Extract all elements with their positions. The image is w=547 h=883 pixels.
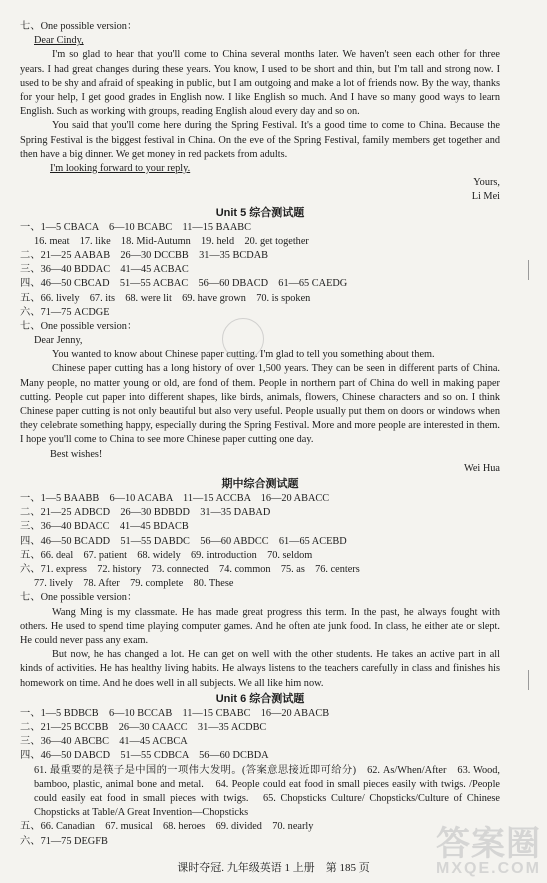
unit6-paragraph-61: 61. 最重要的是筷子是中国的一项伟大发明。(答案意思接近即可给分) 62. As/When/After 63. Wood, bamboo, plastic, animal bone and metal. 64. People could eat food in small pieces easily with twigs. /People could easily eat food in small pieces with twigs. 65. Chopsticks Culture/ Chopsticks/Culture of Chinese Chopsticks at Table/A Great Invention—Chopsticks xyxy=(34,764,500,819)
watermark-title: 答案圈 xyxy=(436,825,541,863)
midterm-line: 六、71. express 72. history 73. connected 74. common 75. as 76. centers xyxy=(20,563,360,575)
letter1-sign-name: Li Mei xyxy=(471,191,500,203)
letter1-paragraph-2: You said that you'll come here during the Spring Festival. It's a good time to come to China. Because the Spring Festival is the biggest festival in China. On the eve of the Spring Festival, family members get together and then have a big dinner. We get money in red packets from adults. xyxy=(20,120,500,160)
unit6-line: 二、21—25 BCCBB 26—30 CAACC 31—35 ACDBC xyxy=(20,721,267,733)
midterm-line: 77. lively 78. After 79. complete 80. These xyxy=(34,578,234,590)
midterm-line: 二、21—25 ADBCD 26—30 BDBDD 31—35 DABAD xyxy=(20,507,271,519)
unit6-line: 三、36—40 ABCBC 41—45 ACBCA xyxy=(20,736,188,748)
unit5-line: 一、1—5 CBACA 6—10 BCABC 11—15 BAABC xyxy=(20,221,252,233)
unit5-line: 四、46—50 CBCAD 51—55 ACBAC 56—60 DBACD 61—65 CAEDG xyxy=(20,278,348,290)
midterm-line: 七、One possible version： xyxy=(20,592,138,604)
midterm-line: 三、36—40 BDACC 41—45 BDACB xyxy=(20,521,189,533)
midterm-line: 四、46—50 BCADD 51—55 DABDC 56—60 ABDCC 61—65 ACEBD xyxy=(20,535,347,547)
unit5-greeting: Dear Jenny, xyxy=(34,335,83,347)
margin-mark xyxy=(528,260,529,280)
unit5-line: 七、One possible version： xyxy=(20,320,138,332)
unit6-line: 一、1—5 BDBCB 6—10 BCCAB 11—15 CBABC 16—20 ABACB xyxy=(20,707,330,719)
unit5-line: 三、36—40 BDDAC 41—45 ACBAC xyxy=(20,264,189,276)
unit5-paragraph-1: You wanted to know about Chinese paper cutting. I'm glad to tell you something about them. xyxy=(52,349,435,361)
page-footer: 课时夺冠. 九年级英语 1 上册 第 185 页 xyxy=(177,862,370,874)
answer-content xyxy=(20,20,500,849)
unit5-line: 16. meat 17. like 18. Mid-Autumn 19. held 20. get together xyxy=(34,235,309,247)
watermark-url: MXQE.COM xyxy=(436,860,541,877)
unit6-line: 四、46—50 DABCD 51—55 CDBCA 56—60 DCBDA xyxy=(20,750,269,762)
unit6-title: Unit 6 综合测试题 xyxy=(215,692,305,705)
letter1-closing: I'm looking forward to your reply. xyxy=(50,163,191,174)
letter1-sign-yours: Yours, xyxy=(473,177,500,189)
unit5-line: 五、66. lively 67. its 68. were lit 69. have grown 70. is spoken xyxy=(20,292,311,304)
unit5-paragraph-2: Chinese paper cutting has a long history of over 1,500 years. They can be seen in different parts of China. Many people, no matter young or old, are fond of them. People in northern part of China do well in making paper cutting. People cut paper into different shapes, like birds, animals, flowers, Chinese characters and so on. I think Chinese paper cutting is not only beautiful but also very useful. People usually put them on doors or windows when they celebrate something happy, especially during the Spring Festival. More and more people are interested in them. I hope you'll come to China to see more Chinese paper cutting one day. xyxy=(20,363,500,446)
letter1-label: 七、One possible version： xyxy=(20,21,138,32)
midterm-paragraph-2: But now, he has changed a lot. He can get on well with the other students. He takes an active part in all kinds of activities. He has healthy living habits. He always listens to the teachers carefully in class and finishes his homework on time. And he does well in all subjects. We all like him now. xyxy=(20,649,500,689)
midterm-paragraph-1: Wang Ming is my classmate. He has made great progress this term. In the past, he always fought with others. He used to spend time playing computer games. And he often ate junk food. In class, he either ate or slept. He could never pass any exam. xyxy=(20,606,500,646)
unit5-wishes: Best wishes! xyxy=(50,448,103,460)
unit5-title: Unit 5 综合测试题 xyxy=(215,206,305,219)
midterm-line: 一、1—5 BAABB 6—10 ACABA 11—15 ACCBA 16—20 ABACC xyxy=(20,493,330,505)
seal-stamp xyxy=(222,318,264,360)
margin-mark xyxy=(528,670,529,690)
letter1-paragraph-1: I'm so glad to hear that you'll come to China several months later. We haven't seen each other for three years. I had great changes during these years. You know, I used to be short and thin, but I'm tall and strong now. I used to be shy and afraid of speaking in public, but I am outgoing and make a lot of friends now. By the way, thanks for your help, I get good grades in English now. I like English so much. And I have so many good ways to learn English. Such as working with groups, reading English aloud every day and so on. xyxy=(20,49,500,118)
midterm-line: 五、66. deal 67. patient 68. widely 69. introduction 70. seldom xyxy=(20,549,313,561)
unit5-sign: Wei Hua xyxy=(463,462,500,474)
midterm-title: 期中综合测试题 xyxy=(221,478,299,491)
watermark-logo xyxy=(436,827,541,877)
unit5-line: 二、21—25 AABAB 26—30 DCCBB 31—35 BCDAB xyxy=(20,249,269,261)
unit6-line: 六、71—75 DEGFB xyxy=(20,835,108,847)
unit6-line: 五、66. Canadian 67. musical 68. heroes 69. divided 70. nearly xyxy=(20,821,314,833)
unit5-line: 六、71—75 ACDGE xyxy=(20,306,110,318)
letter1-greeting: Dear Cindy, xyxy=(34,35,84,47)
